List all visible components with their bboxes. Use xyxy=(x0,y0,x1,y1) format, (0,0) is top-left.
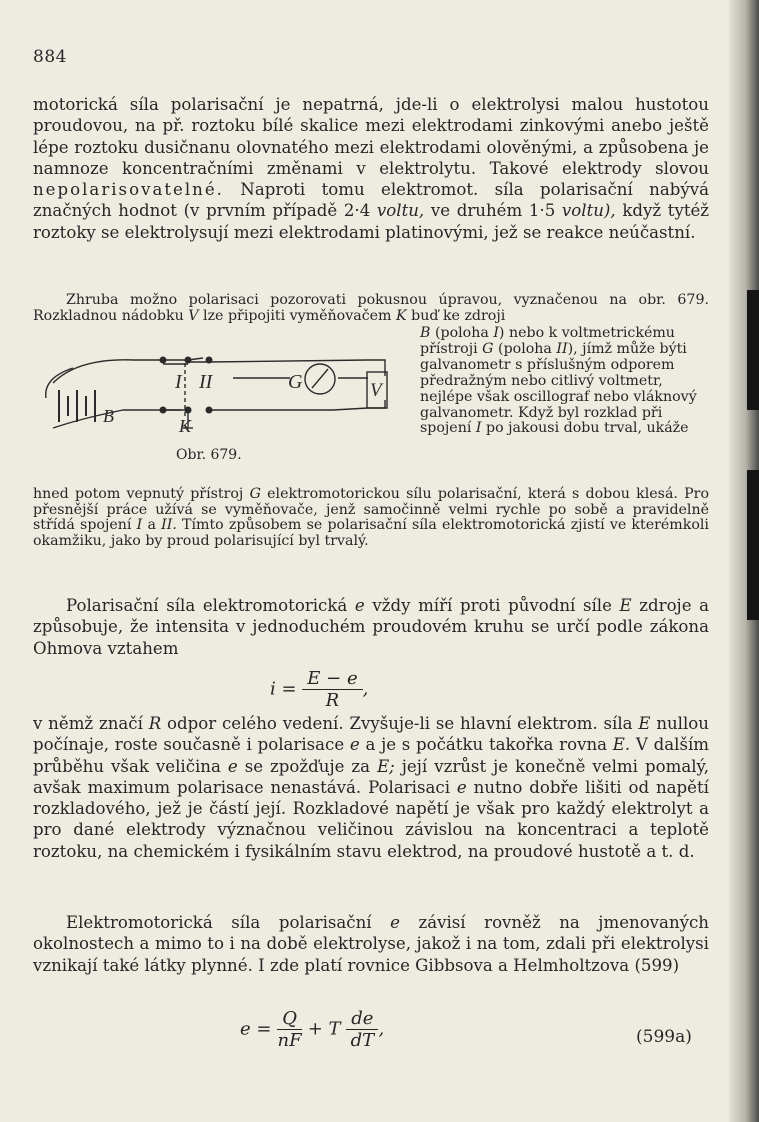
paragraph-3: v němž značí R odpor celého vedení. Zvyšuje-li se hlavní elektrom. síla E nullou počínaje, roste současně i polarisace e a je s počátku takořka rovna E. V dalším průběhu však veličina e se zpožďuje za E; její vzrůst je konečně velmi pomalý, avšak maximum polarisace nenastává. Polarisaci e nutno dobře lišiti od napětí rozkladového, jež je částí její. Rozkladové napětí je však pro každý elektrolyt a pro dané elektrody význačnou veličinou závislou na koncentraci a teplotě roztoku, na chemickém i fysikálním stavu elektrod, na proudové hustotě a t. d. xyxy=(33,714,709,861)
page-number: 884 xyxy=(33,47,67,67)
circuit-figure xyxy=(33,338,418,458)
paragraph-1: motorická síla polarisační je nepatrná, jde-li o elektrolysi malou hustotou proudovou, na př. roztoku bílé skalice mezi elektrodami zinkovými anebo ještě lépe roztoku dusičnanu olovnatého mezi elektrodami olověnými, a způsobena je namnoze koncentračními změnami v elektrolytu. Takové elektrody slovou nepolarisovatelné. Naproti tomu elektromot. síla polarisační nabývá značných hodnot (v prvním případě 2·4 voltu, ve druhém 1·5 voltu), když tytéž roztoky se elektrolysují mezi elektrodami platinovými, jež se reakce neúčastní. xyxy=(33,95,710,242)
circuit-diagram xyxy=(33,338,418,458)
small-paragraph-2: hned potom vepnutý přístroj G elektromotorickou sílu polarisační, která s dobou klesá. Pro přesnější práce užívá se vyměňovače, jenž samočinně velmi rychle po sobě a pravidelně střídá spojení I a II. Tímto způsobem se polarisační síla elektromotorická zjistí ve kterémkoli okamžiku, jako by proud polarisující byl trvalý. xyxy=(33,486,710,549)
paragraph-4: Elektromotorická síla polarisační e závisí rovněž na jmenovaných okolnostech a mimo to i na době elektrolyse, jakož i na tom, zdali při elektrolysi vznikají také látky plynné. I zde platí rovnice Gibbsova a Helmholtzova (599) xyxy=(33,913,709,975)
label-V: V xyxy=(370,380,382,401)
label-II: II xyxy=(199,371,213,393)
label-I: I xyxy=(175,371,182,393)
equation-gibbs-helmholtz: e = $\frac{Q}{nF}$ + T $\frac{de}{dT}$ , xyxy=(240,1008,385,1051)
thumb-tab xyxy=(747,470,759,620)
label-K: K xyxy=(179,416,192,436)
label-B: B xyxy=(103,406,114,426)
wire-bottom xyxy=(209,400,385,410)
paragraph-2: Polarisační síla elektromotorická e vždy míří proti původní síle E zdroje a způsobuje, že intensita v jednoduchém proudovém kruhu se určí podle zákona Ohmova vztahem xyxy=(33,596,710,658)
thumb-tab xyxy=(747,290,759,410)
equation-ohm: i = $\frac{E - e}{R}$ , xyxy=(270,668,369,711)
equation-label: (599a) xyxy=(636,1027,692,1047)
galvanometer-needle xyxy=(312,369,328,388)
figure-side-text: B (poloha I) nebo k voltmetrickému přístroji G (poloha II), jímž může býti galvanometr s příslušným odporem předražným nebo citlivý voltmetr, nejlépe však oscillograf nebo vláknový galvanometr. Když byl rozklad při spojení I po jakousi dobu trval, ukáže xyxy=(420,325,697,437)
small-paragraph-1: Zhruba možno polarisaci pozorovati pokusnou úpravou, vyznačenou na obr. 679. Rozkladnou nádobku V lze připojiti vyměňovačem K buď ke zdroji xyxy=(33,292,709,324)
figure-caption: Obr. 679. xyxy=(176,447,242,463)
label-G: G xyxy=(288,371,303,393)
